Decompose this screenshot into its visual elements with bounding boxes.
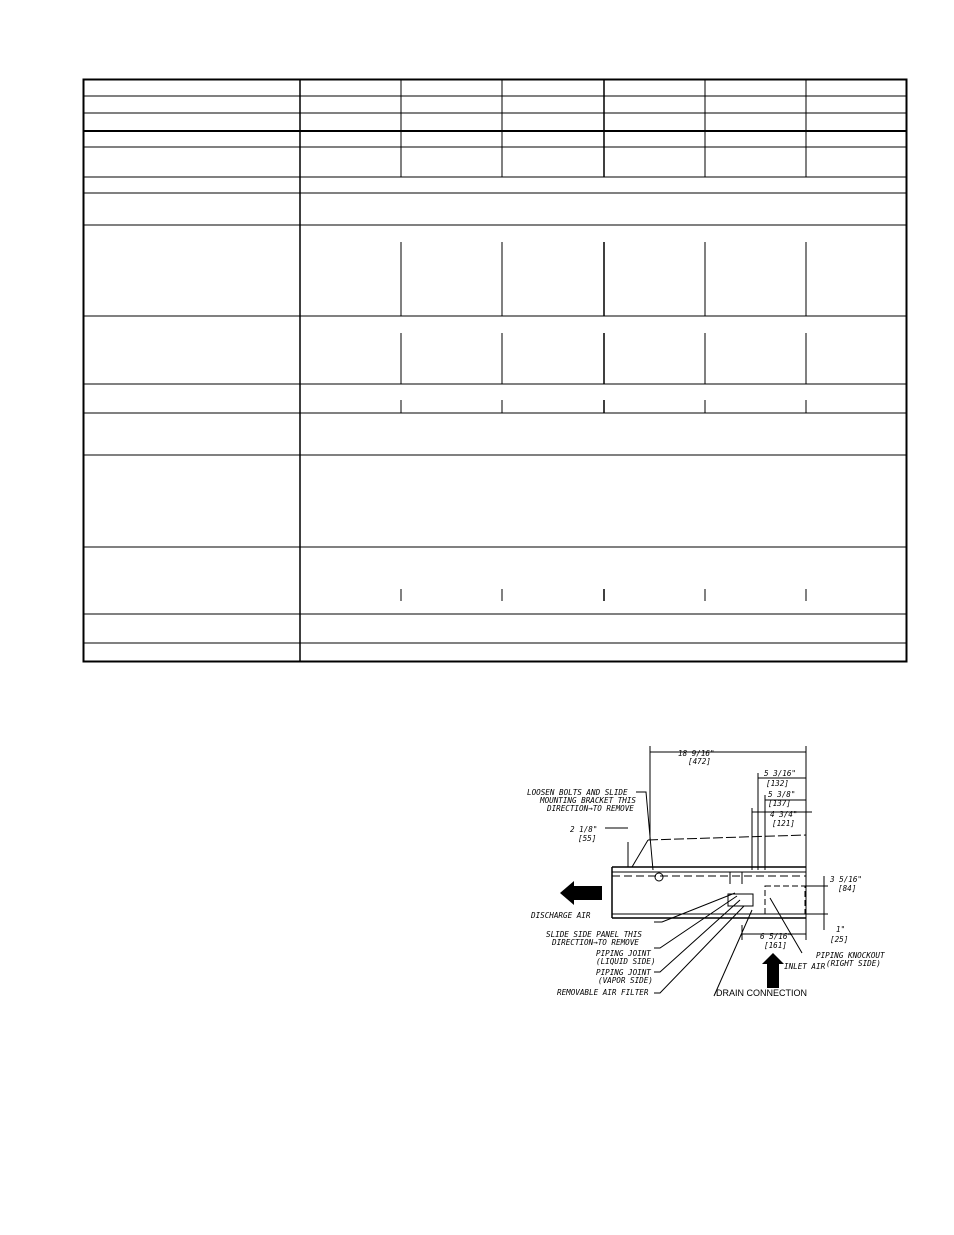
dim-pipe-offset-2-mm: [137] — [768, 799, 791, 808]
label-liquid-line2: (LIQUID SIDE) — [596, 957, 656, 966]
dim-bracket-offset-mm: [55] — [578, 834, 597, 843]
dim-knockout-bottom-mm: [25] — [830, 935, 849, 944]
label-bracket-line2: MOUNTING BRACKET THIS — [540, 796, 637, 805]
label-discharge-air: DISCHARGE AIR — [531, 911, 591, 920]
dim-knockout-bottom: 1" — [836, 925, 846, 934]
label-side-panel-line2: DIRECTION→TO REMOVE — [552, 938, 639, 947]
label-knockout-line2: (RIGHT SIDE) — [826, 959, 881, 968]
dim-pipe-offset-2: 5 3/8" — [768, 790, 796, 799]
dim-overall-length: 18 9/16" — [678, 749, 715, 758]
label-inlet-air: INLET AIR — [784, 962, 826, 971]
label-vapor-line2: (VAPOR SIDE) — [598, 976, 653, 985]
label-bracket-line1: LOOSEN BOLTS AND SLIDE — [527, 788, 628, 797]
dim-knockout-height: 3 5/16" — [830, 875, 863, 884]
dim-overall-length-mm: [472] — [688, 757, 711, 766]
dim-knockout-height-mm: [84] — [838, 884, 857, 893]
label-liquid-line1: PIPING JOINT — [596, 949, 651, 958]
label-drain-connection: DRAIN CONNECTION — [716, 988, 808, 998]
label-knockout-line1: PIPING KNOCKOUT — [816, 951, 885, 960]
label-side-panel-line1: SLIDE SIDE PANEL THIS — [546, 930, 643, 939]
label-bracket-line3: DIRECTION→TO REMOVE — [547, 804, 634, 813]
dim-pipe-offset-3-mm: [121] — [772, 819, 795, 828]
dim-drain-offset: 6 5/16" — [760, 932, 793, 941]
dim-bracket-offset: 2 1/8" — [570, 825, 598, 834]
dim-pipe-offset-3: 4 3/4" — [770, 810, 798, 819]
label-air-filter: REMOVABLE AIR FILTER — [557, 988, 649, 997]
dim-drain-offset-mm: [161] — [764, 941, 787, 950]
label-vapor-line1: PIPING JOINT — [596, 968, 651, 977]
dim-pipe-offset-1: 5 3/16" — [764, 769, 797, 778]
dim-pipe-offset-1-mm: [132] — [766, 779, 789, 788]
